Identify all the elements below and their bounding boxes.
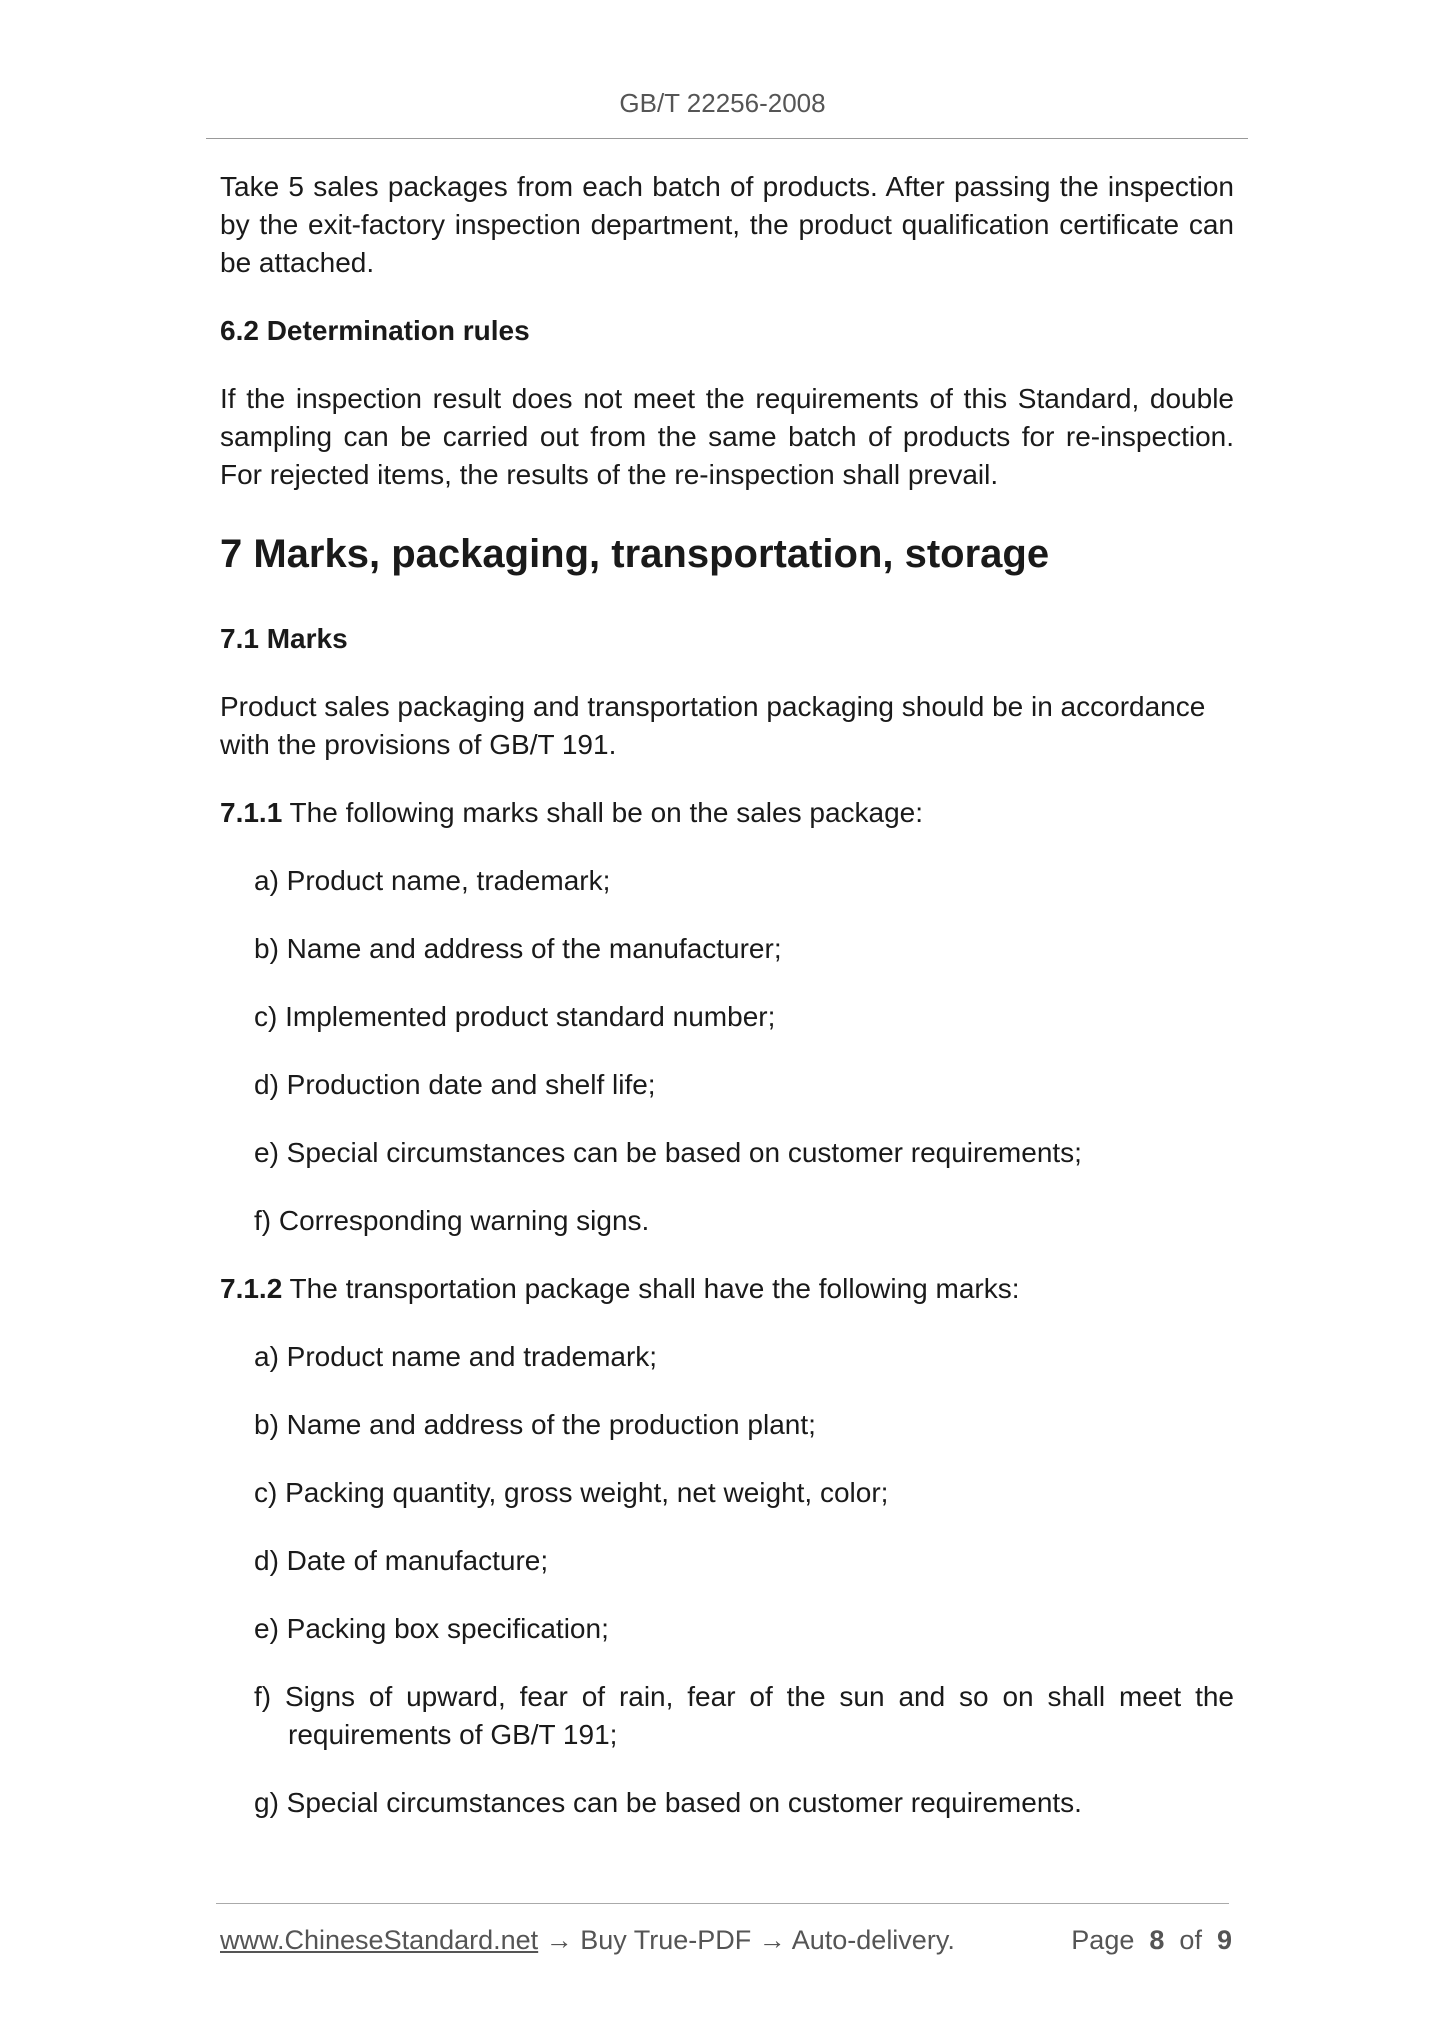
page-label: Page <box>1071 1925 1135 1955</box>
list-item: a) Product name and trademark; <box>254 1341 658 1372</box>
determination-rules-paragraph: If the inspection result does not meet the requirements of this Standard, double sampling can be carried out from the same batch of products for re-inspection. For rejected items, the results of the re-inspection shall prevail. <box>220 383 1234 490</box>
list-item: d) Production date and shelf life; <box>254 1069 656 1100</box>
heading-7: 7 Marks, packaging, transportation, storage <box>220 532 1050 576</box>
list-item: b) Name and address of the production plant; <box>254 1409 816 1440</box>
footer-tagline: → Buy True-PDF → Auto-delivery. <box>538 1925 955 1955</box>
document-code-header: GB/T 22256-2008 <box>619 88 826 118</box>
clause-7-1-1 <box>220 794 1234 832</box>
list-item: f) Corresponding warning signs. <box>254 1205 650 1236</box>
page-number <box>1071 1922 1232 1958</box>
clause-7-1-2 <box>220 1270 1234 1308</box>
page-content <box>220 168 1234 1852</box>
list-item: d) Date of manufacture; <box>254 1545 549 1576</box>
total-pages: 9 <box>1216 1925 1232 1955</box>
marks-paragraph: Product sales packaging and transportation packaging should be in accordance with the provisions of GB/T 191. <box>220 691 1206 760</box>
list-item: c) Packing quantity, gross weight, net weight, color; <box>254 1477 889 1508</box>
list-item: e) Packing box specification; <box>254 1613 609 1644</box>
list-item: b) Name and address of the manufacturer; <box>254 933 782 964</box>
heading-7-1: 7.1 Marks <box>220 623 348 654</box>
clause-number: 7.1.2 <box>220 1273 283 1304</box>
list-item: c) Implemented product standard number; <box>254 1001 776 1032</box>
page-of-label: of <box>1179 1925 1202 1955</box>
list-item: f) Signs of upward, fear of rain, fear of the sun and so on shall meet the requirements of GB/T 191; <box>254 1681 1234 1750</box>
clause-text: The transportation package shall have the following marks: <box>282 1273 1020 1304</box>
website-link[interactable]: www.ChineseStandard.net <box>220 1925 539 1955</box>
header-divider <box>206 138 1248 139</box>
clause-number: 7.1.1 <box>220 797 283 828</box>
intro-paragraph: Take 5 sales packages from each batch of products. After passing the inspection by the exit-factory inspection department, the product qualification certificate can be attached. <box>220 171 1234 278</box>
list-item: a) Product name, trademark; <box>254 865 611 896</box>
current-page: 8 <box>1149 1925 1165 1955</box>
list-item: e) Special circumstances can be based on customer requirements; <box>254 1137 1082 1168</box>
footer-divider <box>216 1903 1229 1904</box>
clause-text: The following marks shall be on the sales package: <box>282 797 924 828</box>
heading-6-2: 6.2 Determination rules <box>220 315 530 346</box>
footer-promo <box>220 1922 955 1958</box>
list-item: g) Special circumstances can be based on customer requirements. <box>254 1787 1082 1818</box>
